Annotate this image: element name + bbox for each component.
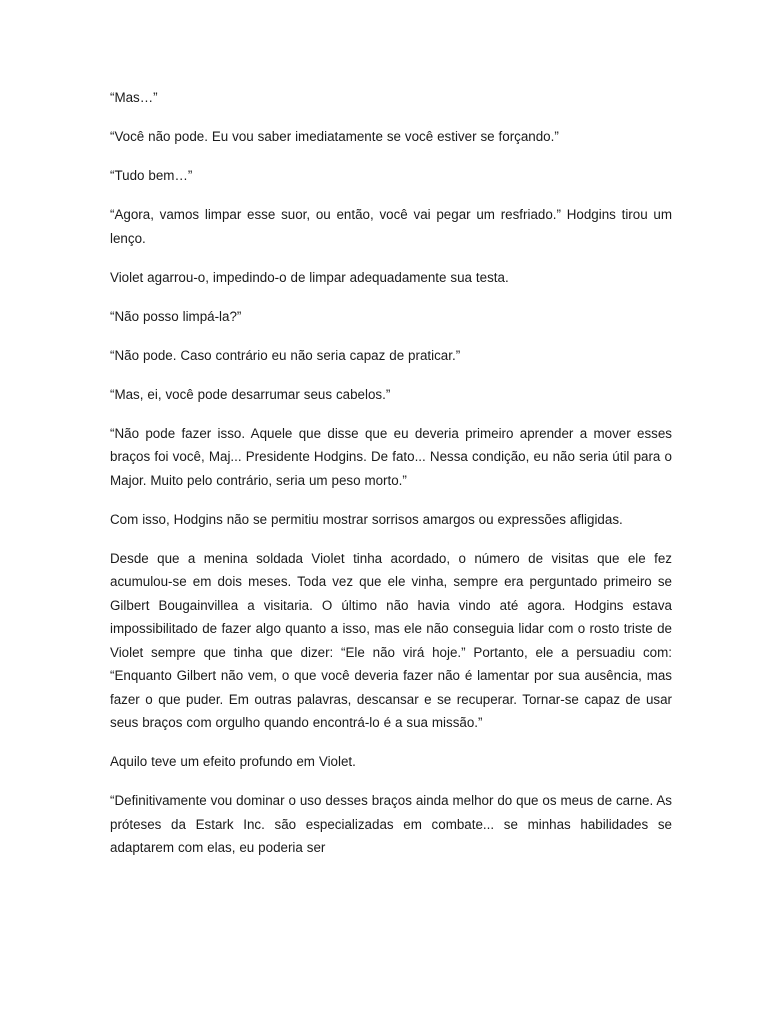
paragraph: Aquilo teve um efeito profundo em Violet. xyxy=(110,754,356,769)
paragraph: “Não pode fazer isso. Aquele que disse que eu deveria primeiro aprender a mover esses braços foi você, Maj... Presidente Hodgins. De fato... Nessa condição, eu não seria útil para o Major. Muito pelo contrário, seria um peso morto.” xyxy=(110,425,672,488)
paragraph: “Não posso limpá-la?” xyxy=(110,308,242,324)
paragraph: “Tudo bem…” xyxy=(110,168,193,183)
paragraph: Com isso, Hodgins não se permitiu mostrar sorrisos amargos ou expressões afligidas. xyxy=(110,511,623,527)
paragraph: Violet agarrou-o, impedindo-o de limpar adequadamente sua testa. xyxy=(110,269,509,285)
paragraph: “Definitivamente vou dominar o uso desses braços ainda melhor do que os meus de carne. As próteses da Estark Inc. são especializadas em combate... se minhas habilidades se adaptarem com elas, eu poderia ser xyxy=(110,793,672,855)
text-column xyxy=(110,86,672,860)
paragraph: “Não pode. Caso contrário eu não seria capaz de praticar.” xyxy=(110,347,461,363)
paragraph: “Mas…” xyxy=(110,90,158,105)
paragraph: “Agora, vamos limpar esse suor, ou então, você vai pegar um resfriado.” Hodgins tirou um lenço. xyxy=(110,207,672,246)
paragraph: “Você não pode. Eu vou saber imediatamente se você estiver se forçando.” xyxy=(110,129,559,144)
paragraph: “Mas, ei, você pode desarrumar seus cabelos.” xyxy=(110,386,391,402)
paragraph: Desde que a menina soldada Violet tinha acordado, o número de visitas que ele fez acumulou-se em dois meses. Toda vez que ele vinha, sempre era perguntado primeiro se Gilbert Bougainvillea a visitaria. O último não havia vindo até agora. Hodgins estava impossibilitado de fazer algo quanto a isso, mas ele não conseguia lidar com o rosto triste de Violet sempre que tinha que dizer: “Ele não virá hoje.” Portanto, ele a persuadiu com: “Enquanto Gilbert não vem, o que você deveria fazer não é lamentar por sua ausência, mas fazer o que puder. Em outras palavras, descansar e se recuperar. Tornar-se capaz de usar seus braços com orgulho quando encontrá-lo é a sua missão.” xyxy=(110,550,672,730)
